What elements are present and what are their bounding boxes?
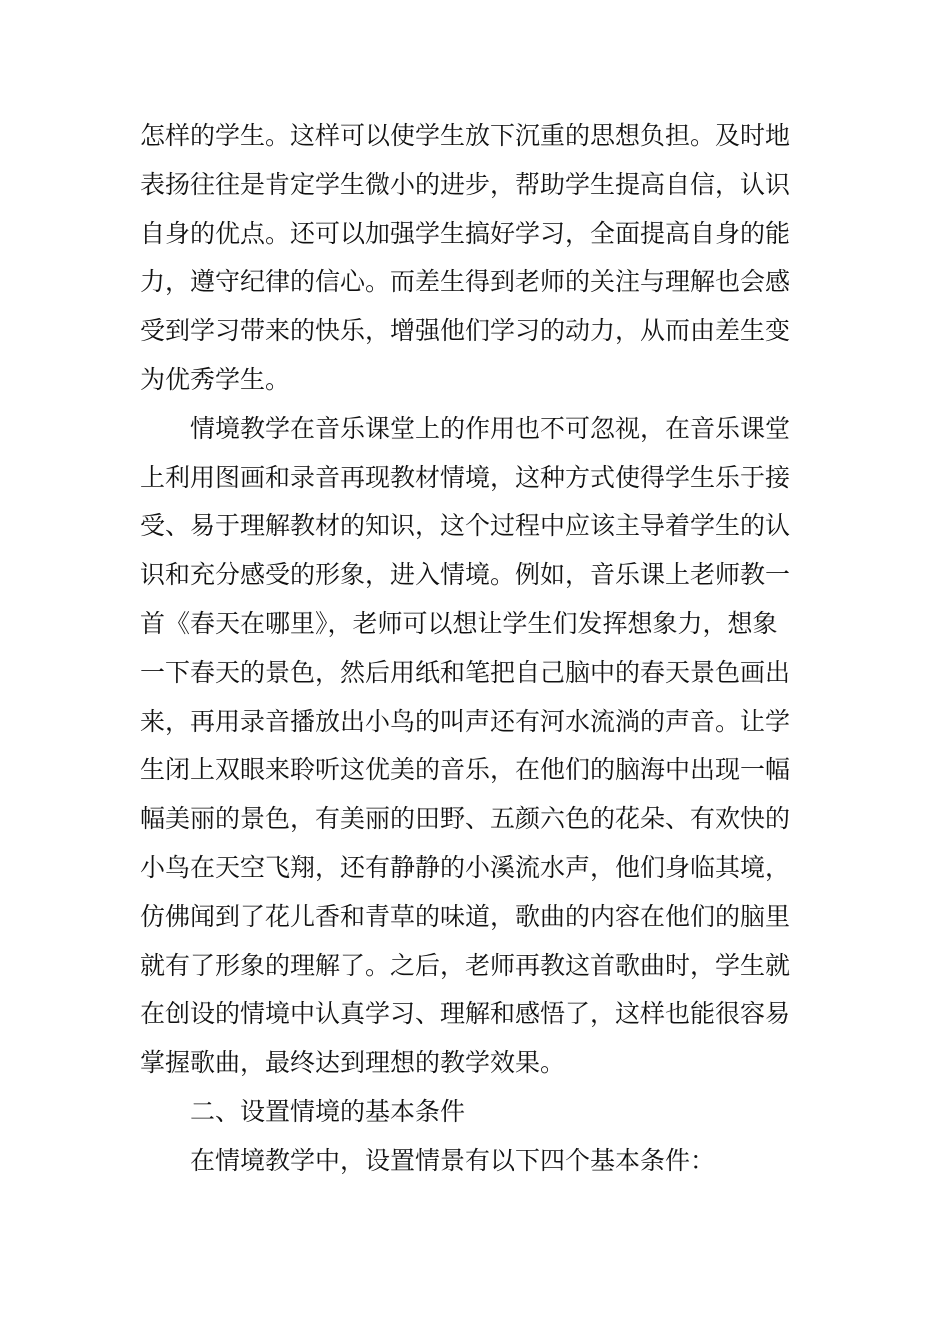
text-line: 受、易于理解教材的知识，这个过程中应该主导着学生的认 — [140, 511, 791, 541]
body-text — [140, 112, 824, 1186]
text-line: 生闭上双眼来聆听这优美的音乐，在他们的脑海中出现一幅 — [140, 755, 791, 785]
text-line: 小鸟在天空飞翔，还有静静的小溪流水声，他们身临其境， — [140, 852, 791, 882]
text-line: 上利用图画和录音再现教材情境，这种方式使得学生乐于接 — [140, 462, 791, 492]
text-line: 掌握歌曲，最终达到理想的教学效果。 — [140, 1048, 566, 1078]
text-line: 怎样的学生。这样可以使学生放下沉重的思想负担。及时地 — [140, 121, 791, 150]
paragraph-first-line: 在情境教学中，设置情景有以下四个基本条件： — [190, 1145, 716, 1175]
text-line: 一下春天的景色，然后用纸和笔把自己脑中的春天景色画出 — [140, 657, 791, 687]
section-heading: 二、设置情境的基本条件 — [190, 1096, 466, 1126]
text-line: 为优秀学生。 — [140, 364, 291, 394]
text-line: 来，再用录音播放出小鸟的叫声还有河水流淌的声音。让学 — [140, 706, 791, 736]
text-line: 表扬往往是肯定学生微小的进步，帮助学生提高自信，认识 — [140, 169, 791, 199]
text-line: 就有了形象的理解了。之后，老师再教这首歌曲时，学生就 — [140, 950, 791, 980]
text-line: 力，遵守纪律的信心。而差生得到老师的关注与理解也会感 — [140, 267, 791, 297]
text-line: 幅美丽的景色，有美丽的田野、五颜六色的花朵、有欢快的 — [140, 804, 791, 834]
text-line: 受到学习带来的快乐，增强他们学习的动力，从而由差生变 — [140, 316, 791, 346]
text-line: 自身的优点。还可以加强学生搞好学习，全面提高自身的能 — [140, 218, 791, 248]
text-line: 首《春天在哪里》，老师可以想让学生们发挥想象力，想象 — [140, 608, 778, 638]
text-line: 识和充分感受的形象，进入情境。例如，音乐课上老师教一 — [140, 560, 791, 590]
paragraph-first-line: 情境教学在音乐课堂上的作用也不可忽视，在音乐课堂 — [190, 413, 791, 443]
text-line: 仿佛闻到了花儿香和青草的味道，歌曲的内容在他们的脑里 — [140, 901, 791, 931]
text-line: 在创设的情境中认真学习、理解和感悟了，这样也能很容易 — [140, 999, 791, 1029]
